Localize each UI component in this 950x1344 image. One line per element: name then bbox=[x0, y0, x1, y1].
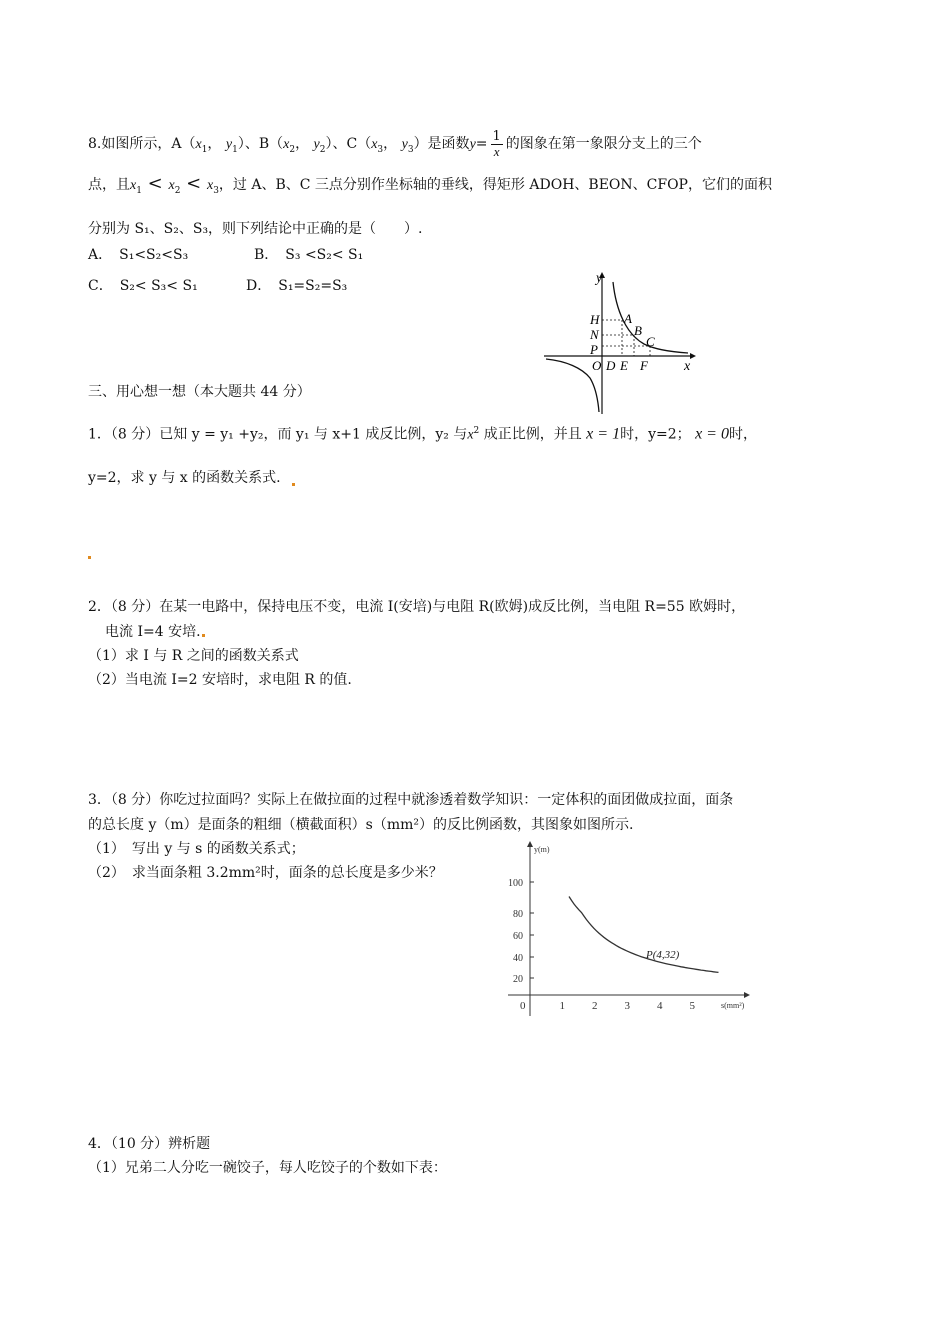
graph-label-o: O bbox=[592, 358, 602, 373]
q8-option-a: A． S₁<S₂<S₃ bbox=[88, 247, 189, 263]
chart-y-tick-label: 80 bbox=[513, 909, 523, 920]
graph-label-y: y bbox=[596, 271, 603, 286]
chart-ylabel: y(m) bbox=[534, 845, 550, 854]
chart-x-tick-label: 3 bbox=[624, 1000, 630, 1012]
marker-dot bbox=[88, 556, 91, 559]
graph-label-e: E bbox=[620, 358, 628, 373]
graph-label-c: C bbox=[646, 334, 655, 349]
x-axis-arrow bbox=[690, 353, 696, 359]
hyperbola-graph bbox=[540, 268, 710, 418]
p3-sub-1: （1） 写出 y 与 s 的函数关系式； bbox=[88, 841, 305, 857]
p2-line-1: 2．（8 分）在某一电路中，保持电压不变，电流 I(安培)与电阻 R(欧姆)成反比例，当电阻 R=55 欧姆时， bbox=[88, 599, 746, 615]
section-3-title: 三、用心想一想（本大题共 44 分） bbox=[88, 384, 311, 400]
chart-y-tick-label: 60 bbox=[513, 931, 523, 942]
chart-point-label: P(4,32) bbox=[646, 949, 680, 962]
q8-option-b: B． S₃ <S₂< S₁ bbox=[254, 247, 364, 263]
p3-sub-2: （2） 求当面条粗 3.2mm²时，面条的总长度是多少米？ bbox=[88, 865, 443, 881]
graph-label-b: B bbox=[634, 323, 642, 338]
p4-line-1: 4．（10 分）辨析题 bbox=[88, 1136, 211, 1152]
q8-option-c: C． S₂< S₃< S₁ bbox=[88, 278, 198, 294]
graph-label-f: F bbox=[640, 358, 648, 373]
p1-line-1: 1．（8 分）已知 y = y₁ +y₂，而 y₁ 与 x+1 成反比例，y₂ 与$x^2$ 成正比例，并且 x = 1时，y=2； x = 0时， bbox=[88, 425, 757, 443]
chart-y-tick-label: 100 bbox=[508, 878, 523, 889]
marker-dot bbox=[202, 634, 205, 637]
chart-x-tick-label: 0 bbox=[520, 1000, 526, 1012]
chart-x-tick-label: 5 bbox=[689, 1000, 695, 1012]
graph-label-x: x bbox=[684, 359, 691, 374]
p3-line-1: 3．（8 分）你吃过拉面吗？实际上在做拉面的过程中就渗透着数学知识：一定体积的面团做成拉面，面条 bbox=[88, 792, 734, 808]
graph-label-d: D bbox=[606, 358, 616, 373]
q8-line-1: 8.如图所示，$A(x_1$， $y_1$）、$B(x_2$， $y_2$）、$C(x_3$， $y_3$）是函数y= $\frac{1}{x}$ 的图象在第一象限分支上的三个 bbox=[88, 128, 702, 159]
chart-x-tick-label: 4 bbox=[657, 1000, 663, 1012]
chart-x-arrow bbox=[744, 992, 750, 998]
chart-series-line bbox=[569, 897, 719, 973]
noodle-length-chart bbox=[504, 838, 754, 1020]
p4-line-2: （1）兄弟二人分吃一碗饺子，每人吃饺子的个数如下表： bbox=[88, 1160, 447, 1176]
p3-line-2: 的总长度 y（m）是面条的粗细（横截面积）s（mm²）的反比例函数，其图象如图所示. bbox=[88, 817, 634, 833]
graph-label-a: A bbox=[624, 311, 632, 326]
chart-y-arrow bbox=[527, 841, 533, 847]
marker-dot bbox=[292, 483, 295, 486]
graph-label-p: P bbox=[590, 342, 598, 357]
chart-y-tick-label: 20 bbox=[513, 974, 523, 985]
p1-line-2: y=2，求 y 与 x 的函数关系式. bbox=[88, 470, 281, 486]
chart-y-tick-label: 40 bbox=[513, 953, 523, 964]
p2-line-2: 电流 I=4 安培. bbox=[105, 624, 201, 640]
chart-x-tick-label: 1 bbox=[559, 1000, 565, 1012]
q8-line-3: 分别为 S₁、S₂、S₃，则下列结论中正确的是（ ）. bbox=[88, 221, 423, 237]
p2-sub-1: （1）求 I 与 R 之间的函数关系式 bbox=[88, 648, 299, 664]
fraction-1-over-x: $\frac{1}{x}$ bbox=[492, 128, 501, 159]
chart-xlabel: s(mm²) bbox=[721, 1001, 745, 1010]
chart-x-tick-label: 2 bbox=[592, 1000, 598, 1012]
graph-label-h: H bbox=[590, 312, 600, 327]
q8-line-2: 点，且$x_1 < x_2 < x_3$，过 A、B、C 三点分别作坐标轴的垂线，得矩形 ADOH、BEON、CFOP，它们的面积 bbox=[88, 173, 772, 196]
p2-sub-2: （2）当电流 I=2 安培时，求电阻 R 的值. bbox=[88, 672, 352, 688]
graph-label-n: N bbox=[590, 327, 599, 342]
q8-option-d: D． S₁=S₂=S₃ bbox=[246, 278, 348, 294]
